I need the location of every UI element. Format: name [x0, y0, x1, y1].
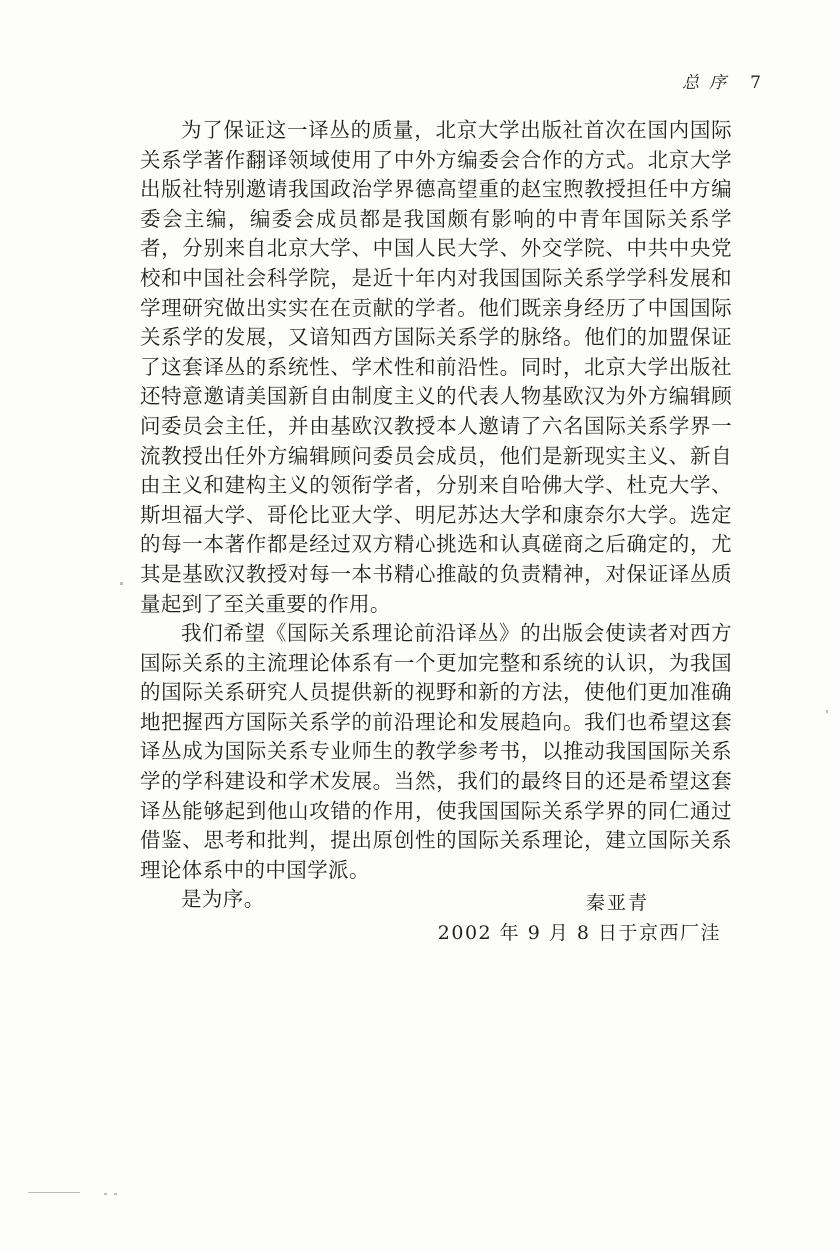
page-number: 7 — [750, 73, 763, 93]
paragraph-closing: 是为序。 — [181, 887, 265, 912]
scan-speck — [28, 1192, 80, 1193]
body-text — [140, 116, 732, 915]
scan-speck — [114, 1193, 117, 1195]
paragraph-quality: 为了保证这一译丛的质量，北京大学出版社首次在国内国际关系学著作翻译领域使用了中外方编委会合作的方式。北京大学出版社特别邀请我国政治学界德高望重的赵宝煦教授担任中方编委会主编，编委会成员都是我国颇有影响的中青年国际关系学者，分别来自北京大学、中国人民大学、外交学院、中共中央党校和中国社会科学院，是近十年内对我国国际关系学学科发展和学理研究做出实实在在贡献的学者。他们既亲身经历了中国国际关系学的发展，又谙知西方国际关系学的脉络。他们的加盟保证了这套译丛的系统性、学术性和前沿性。同时，北京大学出版社还特意邀请美国新自由制度主义的代表人物基欧汉为外方编辑顾问委员会主任，并由基欧汉教授本人邀请了六名国际关系学界一流教授出任外方编辑顾问委员会成员，他们是新现实主义、新自由主义和建构主义的领衔学者，分别来自哈佛大学、杜克大学、斯坦福大学、哥伦比亚大学、明尼苏达大学和康奈尔大学。选定的每一本著作都是经过双方精心挑选和认真磋商之后确定的，尤其是基欧汉教授对每一本书精心推敲的负责精神，对保证译丛质量起到了至关重要的作用。 — [140, 118, 732, 616]
running-head — [682, 68, 763, 93]
scan-speck — [826, 710, 828, 713]
signature-block — [438, 888, 721, 948]
scan-speck — [104, 1193, 107, 1195]
date-place: 2002 年 9 月 8 日于京西厂洼 — [437, 922, 721, 944]
scan-speck — [120, 582, 123, 585]
section-title: 总序 — [682, 73, 737, 93]
author-name: 秦亚青 — [585, 892, 649, 914]
paragraph-hope: 我们希望《国际关系理论前沿译丛》的出版会使读者对西方国际关系的主流理论体系有一个更加完整和系统的认识，为我国的国际关系研究人员提供新的视野和新的方法，使他们更加准确地把握西方国际关系学的前沿理论和发展趋向。我们也希望这套译丛成为国际关系专业师生的教学参考书，以推动我国国际关系学的学科建设和学术发展。当然，我们的最终目的还是希望这套译丛能够起到他山攻错的作用，使我国国际关系学界的同仁通过借鉴、思考和批判，提出原创性的国际关系理论，建立国际关系理论体系中的中国学派。 — [140, 621, 732, 882]
